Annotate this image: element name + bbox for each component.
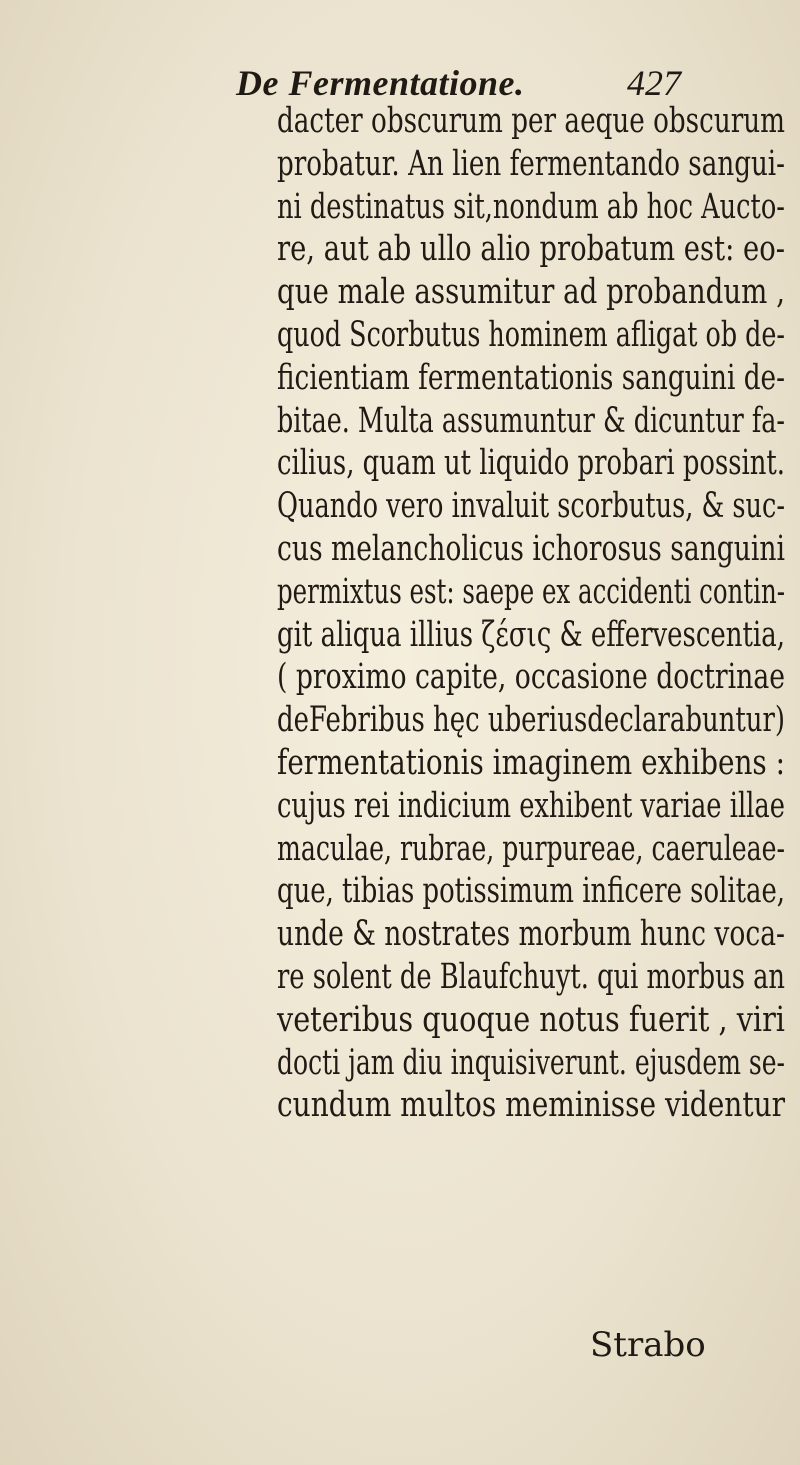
text-line: cujus rei indicium exhibent variae illae (277, 785, 785, 826)
running-title: De Fermentatione. (236, 63, 525, 103)
text-line: que, tibias potissimum inficere solitae, (277, 871, 786, 912)
text-line: re, aut ab ullo alio probatum est: eo- (277, 229, 785, 270)
text-line: cundum multos meminisse videntur (277, 1085, 786, 1126)
text-line: ni destinatus sit,nondum ab hoc Aucto- (277, 186, 785, 227)
text-line: re solent de Blaufchuyt. qui morbus an (277, 956, 785, 997)
text-line: probatur. An lien fermentando sangui- (277, 143, 786, 184)
page-number: 427 (627, 63, 681, 103)
text-line: cilius, quam ut liquido probari possint. (277, 443, 785, 484)
body-text (277, 100, 800, 1127)
text-line: deFebribus hęc uberiusdeclarabuntur) (277, 700, 786, 741)
text-line: maculae, rubrae, purpureae, caeruleae- (277, 828, 786, 869)
text-line: veteribus quoque notus fuerit , viri (277, 999, 785, 1040)
text-line: dacter obscurum per aeque obscurum (277, 101, 786, 141)
text-line: permixtus est: saepe ex accidenti contin- (277, 571, 785, 612)
text-line: ficientiam fermentationis sanguini de- (277, 357, 786, 398)
text-line: cus melancholicus ichorosus sanguini (277, 528, 785, 569)
text-line: docti jam diu inquisiverunt. ejusdem se- (277, 1042, 786, 1083)
text-line: git aliqua illius ζέσις & effervescentia, (277, 614, 785, 655)
text-line: que male assumitur ad probandum , (277, 272, 785, 313)
text-line: bitae. Multa assumuntur & dicuntur fa- (277, 400, 785, 441)
text-line: Quando vero invaluit scorbutus, & suc- (277, 486, 786, 527)
text-line: fermentationis imaginem exhibens : (277, 742, 785, 783)
text-line: quod Scorbutus hominem afligat ob de- (277, 314, 785, 355)
text-line: ( proximo capite, occasione doctrinae (277, 657, 785, 698)
catchword: Strabo (590, 1325, 706, 1365)
text-line: unde & nostrates morbum hunc voca- (277, 914, 786, 955)
